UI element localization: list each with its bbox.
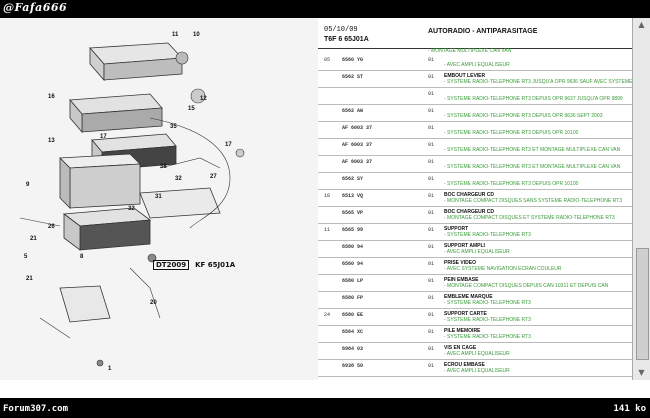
part-heading: EMBOUT LEVIER bbox=[444, 73, 486, 79]
part-code: 6513 VQ bbox=[342, 193, 364, 199]
row-number: 10 bbox=[324, 193, 331, 199]
part-qty: 01 bbox=[428, 74, 435, 80]
top-strip bbox=[0, 0, 650, 18]
part-qty: 01 bbox=[428, 159, 435, 165]
part-qty: 01 bbox=[428, 142, 435, 148]
screen bbox=[0, 18, 650, 398]
row-number: 11 bbox=[324, 227, 331, 233]
part-note: - AVEC AMPLI EQUALISEUR bbox=[444, 62, 510, 68]
callout-label: 32 bbox=[175, 176, 182, 182]
part-note: - AVEC AMPLI EQUALISEUR bbox=[444, 249, 510, 255]
part-heading: VIS EN CAGE bbox=[444, 345, 477, 351]
table-row bbox=[318, 124, 632, 139]
watermark: @Fafa666 bbox=[3, 1, 68, 14]
part-qty: 01 bbox=[428, 210, 435, 216]
part-qty: 01 bbox=[428, 227, 435, 233]
part-code: 6938 50 bbox=[342, 363, 364, 369]
table-row bbox=[318, 56, 632, 71]
table-row bbox=[318, 277, 632, 292]
callout-label: 35 bbox=[170, 124, 177, 130]
part-qty: 01 bbox=[428, 261, 435, 267]
part-qty: 01 bbox=[428, 57, 435, 63]
part-heading: SUPPORT AMPLI bbox=[444, 243, 485, 249]
exploded-diagram-drawing bbox=[0, 18, 318, 380]
part-note: - SYSTEME RADIO-TELEPHONE RT3 DEPUIS OPR 10100 bbox=[444, 130, 579, 136]
part-code: 6580 EE bbox=[342, 312, 364, 318]
part-note: - SYSTEME RADIO-TELEPHONE RT3 bbox=[444, 317, 531, 323]
part-code: 6580 94 bbox=[342, 244, 364, 250]
part-note: - SYSTEME RADIO-TELEPHONE RT3 DEPUIS OPR 9637 JUSQU'A OPR 9899 bbox=[444, 96, 623, 102]
part-note: - SYSTEME RADIO-TELEPHONE RT3 ET MONTAGE MULTIPLEXE CAN VAN bbox=[444, 147, 621, 153]
part-note: - AVEC SYSTEME NAVIGATION ECRAN COULEUR bbox=[444, 266, 562, 272]
callout-label: 12 bbox=[200, 96, 207, 102]
callout-label: 21 bbox=[26, 276, 33, 282]
part-code: AF 6003 37 bbox=[342, 142, 373, 148]
part-code: 6565 VP bbox=[342, 210, 364, 216]
part-code: 6562 AW bbox=[342, 108, 364, 114]
part-heading: PILE MEMOIRE bbox=[444, 328, 481, 334]
part-qty: 01 bbox=[428, 91, 435, 97]
table-row bbox=[318, 158, 632, 173]
table-row bbox=[318, 73, 632, 88]
bottom-strip bbox=[0, 398, 650, 418]
row-number: 05 bbox=[324, 57, 331, 63]
diagram-ref-label: KF 65J01A bbox=[195, 260, 236, 269]
table-row bbox=[318, 345, 632, 360]
table-row bbox=[318, 175, 632, 190]
part-qty: 01 bbox=[428, 176, 435, 182]
table-row bbox=[318, 362, 632, 377]
part-code: 6580 LP bbox=[342, 278, 364, 284]
parts-diagram bbox=[0, 18, 319, 380]
part-qty: 01 bbox=[428, 346, 435, 352]
part-note: - SYSTEME RADIO-TELEPHONE RT3 bbox=[444, 334, 531, 340]
table-row bbox=[318, 209, 632, 224]
scroll-up-icon[interactable]: ▲ bbox=[638, 20, 645, 29]
callout-label: 21 bbox=[30, 236, 37, 242]
part-qty: 01 bbox=[428, 312, 435, 318]
callout-label: 8 bbox=[80, 254, 84, 260]
part-heading: SUPPORT CARTE bbox=[444, 311, 487, 317]
table-row bbox=[318, 311, 632, 326]
table-row bbox=[318, 294, 632, 309]
callout-label: 20 bbox=[150, 300, 157, 306]
callout-label: 5 bbox=[24, 254, 28, 260]
part-qty: 01 bbox=[428, 125, 435, 131]
callout-label: 9 bbox=[26, 182, 30, 188]
callout-label: 11 bbox=[172, 32, 179, 38]
part-qty: 01 bbox=[428, 244, 435, 250]
doc-title: AUTORADIO - ANTIPARASITAGE bbox=[428, 28, 538, 35]
callout-label: 32 bbox=[128, 206, 135, 212]
part-qty: 01 bbox=[428, 329, 435, 335]
part-qty: 01 bbox=[428, 193, 435, 199]
table-row bbox=[318, 107, 632, 122]
part-note: - SYSTEME RADIO-TELEPHONE RT3 bbox=[444, 232, 531, 238]
callout-label: 13 bbox=[48, 138, 55, 144]
part-note: - SYSTEME RADIO-TELEPHONE RT3 DEPUIS OPR 10100 bbox=[444, 181, 579, 187]
callout-label: 31 bbox=[155, 194, 162, 200]
part-qty: 01 bbox=[428, 278, 435, 284]
part-note: - AVEC AMPLI EQUALISEUR bbox=[444, 351, 510, 357]
table-row bbox=[318, 328, 632, 343]
part-note: - SYSTEME RADIO-TELEPHONE RT3 DEPUIS OPR 9636 SEPT 2003 bbox=[444, 113, 603, 119]
part-code: 6560 YG bbox=[342, 57, 364, 63]
part-code: 6562 SY bbox=[342, 176, 364, 182]
table-row bbox=[318, 243, 632, 258]
callout-label: 17 bbox=[100, 134, 107, 140]
part-heading: PEIN EMBASE bbox=[444, 277, 479, 283]
part-heading: EMBLEME MARQUE bbox=[444, 294, 493, 300]
callout-label: 17 bbox=[225, 142, 232, 148]
table-row bbox=[318, 260, 632, 275]
footer-site: Forum307.com bbox=[3, 404, 69, 414]
table-row bbox=[318, 226, 632, 241]
callout-label: 15 bbox=[188, 106, 195, 112]
vertical-scrollbar[interactable] bbox=[632, 18, 650, 380]
part-note: - SYSTEME RADIO-TELEPHONE RT3 ET MONTAGE MULTIPLEXE CAN VAN bbox=[444, 164, 621, 170]
part-qty: 01 bbox=[428, 363, 435, 369]
part-code: 6984 03 bbox=[342, 346, 364, 352]
part-qty: 01 bbox=[428, 295, 435, 301]
callout-label: 27 bbox=[210, 174, 217, 180]
parts-list-document bbox=[318, 18, 632, 380]
callout-label: 16 bbox=[48, 94, 55, 100]
part-heading: ECROU EMBASE bbox=[444, 362, 485, 368]
callout-label: 26 bbox=[48, 224, 55, 230]
callout-label: 38 bbox=[160, 164, 167, 170]
table-row bbox=[318, 192, 632, 207]
doc-date: 05/10/09 bbox=[324, 26, 358, 34]
table-row bbox=[318, 141, 632, 156]
footer-size: 141 ko bbox=[613, 404, 646, 414]
part-note: - AVEC AMPLI EQUALISEUR bbox=[444, 368, 510, 374]
doc-ref: T6F 6 65J01A bbox=[324, 36, 369, 43]
callout-label: 1 bbox=[108, 366, 112, 372]
part-note: - MONTAGE COMPACT DISQUES ET SYSTEME RADIO-TELEPHONE RT3 bbox=[444, 215, 615, 221]
part-code: 6562 ST bbox=[342, 74, 364, 80]
part-note: - MONTAGE COMPACT DISQUES SANS SYSTEME RADIO-TELEPHONE RT3 bbox=[444, 198, 622, 204]
part-code: 6560 94 bbox=[342, 261, 364, 267]
table-row bbox=[318, 90, 632, 105]
row-number: 24 bbox=[324, 312, 331, 318]
doc-heading-note: - MONTAGE MULTIPLEXE CAN VAN bbox=[428, 48, 512, 54]
scroll-down-icon[interactable]: ▼ bbox=[638, 368, 645, 377]
part-note: - MONTAGE COMPACT DISQUES DEPUIS CAN 10311 ET DEPUIS CAN bbox=[444, 283, 609, 289]
part-note: - SYSTEME RADIO-TELEPHONE RT3 bbox=[444, 300, 531, 306]
part-heading: BOC CHARGEUR CD bbox=[444, 192, 494, 198]
part-code: AF 6003 37 bbox=[342, 125, 373, 131]
part-code: 6564 XC bbox=[342, 329, 364, 335]
part-heading: PRISE VIDEO bbox=[444, 260, 476, 266]
part-code: 6580 FP bbox=[342, 295, 364, 301]
part-note: - SYSTEME RADIO-TELEPHONE RT3 JUSQU'A OPR 9636 SAUF AVEC SYSTEME bbox=[444, 79, 633, 85]
callout-label: 10 bbox=[193, 32, 200, 38]
part-code: 6565 99 bbox=[342, 227, 364, 233]
diagram-ref-code: DT2009 bbox=[153, 260, 189, 270]
scroll-thumb[interactable] bbox=[636, 248, 649, 360]
part-heading: SUPPORT bbox=[444, 226, 469, 232]
part-code: AF 6003 37 bbox=[342, 159, 373, 165]
diagram-reference bbox=[150, 259, 238, 270]
part-qty: 01 bbox=[428, 108, 435, 114]
part-heading: BOC CHARGEUR CD bbox=[444, 209, 494, 215]
